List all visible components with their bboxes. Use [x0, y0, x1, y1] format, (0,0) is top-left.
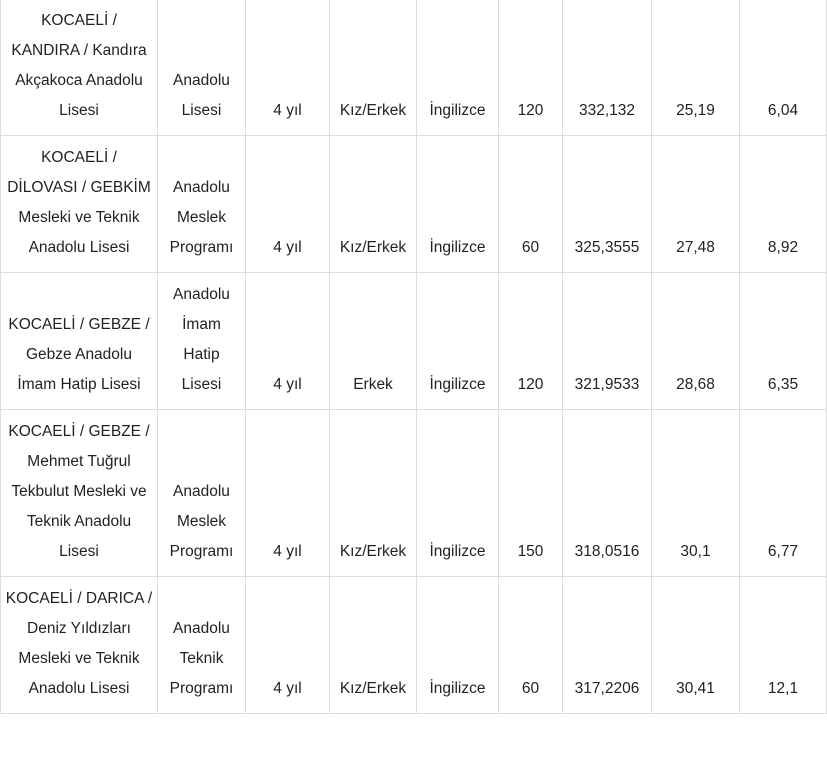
- gender-cell: Kız/Erkek: [330, 136, 417, 273]
- school-type-cell: Anadolu İmam Hatip Lisesi: [158, 273, 246, 410]
- school-name-cell: KOCAELİ / DARICA / Deniz Yıldızları Mesleki ve Teknik Anadolu Lisesi: [1, 577, 158, 714]
- score-cell: 321,9533: [563, 273, 652, 410]
- score-cell: 317,2206: [563, 577, 652, 714]
- table-row: [1, 136, 827, 273]
- duration-cell: 4 yıl: [246, 136, 330, 273]
- quota-cell: 120: [499, 273, 563, 410]
- ratio-cell: 6,77: [740, 410, 827, 577]
- school-type-cell: Anadolu Lisesi: [158, 0, 246, 136]
- language-cell: İngilizce: [417, 410, 499, 577]
- quota-cell: 60: [499, 577, 563, 714]
- gender-cell: Erkek: [330, 273, 417, 410]
- quota-cell: 120: [499, 0, 563, 136]
- ratio-cell: 8,92: [740, 136, 827, 273]
- school-name-cell: KOCAELİ / GEBZE / Gebze Anadolu İmam Hatip Lisesi: [1, 273, 158, 410]
- gender-cell: Kız/Erkek: [330, 410, 417, 577]
- score-cell: 325,3555: [563, 136, 652, 273]
- school-type-cell: Anadolu Meslek Programı: [158, 136, 246, 273]
- table-row: [1, 273, 827, 410]
- quota-cell: 60: [499, 136, 563, 273]
- ratio-cell: 6,04: [740, 0, 827, 136]
- duration-cell: 4 yıl: [246, 410, 330, 577]
- score-cell: 332,132: [563, 0, 652, 136]
- percentile-cell: 30,41: [652, 577, 740, 714]
- table-row: [1, 577, 827, 714]
- percentile-cell: 25,19: [652, 0, 740, 136]
- duration-cell: 4 yıl: [246, 577, 330, 714]
- language-cell: İngilizce: [417, 136, 499, 273]
- language-cell: İngilizce: [417, 577, 499, 714]
- ratio-cell: 6,35: [740, 273, 827, 410]
- percentile-cell: 28,68: [652, 273, 740, 410]
- score-cell: 318,0516: [563, 410, 652, 577]
- duration-cell: 4 yıl: [246, 273, 330, 410]
- school-name-cell: KOCAELİ / GEBZE / Mehmet Tuğrul Tekbulut Mesleki ve Teknik Anadolu Lisesi: [1, 410, 158, 577]
- table-row: [1, 0, 827, 136]
- gender-cell: Kız/Erkek: [330, 577, 417, 714]
- language-cell: İngilizce: [417, 0, 499, 136]
- duration-cell: 4 yıl: [246, 0, 330, 136]
- school-name-cell: KOCAELİ / DİLOVASI / GEBKİM Mesleki ve Teknik Anadolu Lisesi: [1, 136, 158, 273]
- school-name-cell: KOCAELİ / KANDIRA / Kandıra Akçakoca Anadolu Lisesi: [1, 0, 158, 136]
- school-type-cell: Anadolu Teknik Programı: [158, 577, 246, 714]
- school-type-cell: Anadolu Meslek Programı: [158, 410, 246, 577]
- language-cell: İngilizce: [417, 273, 499, 410]
- ratio-cell: 12,1: [740, 577, 827, 714]
- table-row: [1, 410, 827, 577]
- quota-cell: 150: [499, 410, 563, 577]
- gender-cell: Kız/Erkek: [330, 0, 417, 136]
- percentile-cell: 27,48: [652, 136, 740, 273]
- percentile-cell: 30,1: [652, 410, 740, 577]
